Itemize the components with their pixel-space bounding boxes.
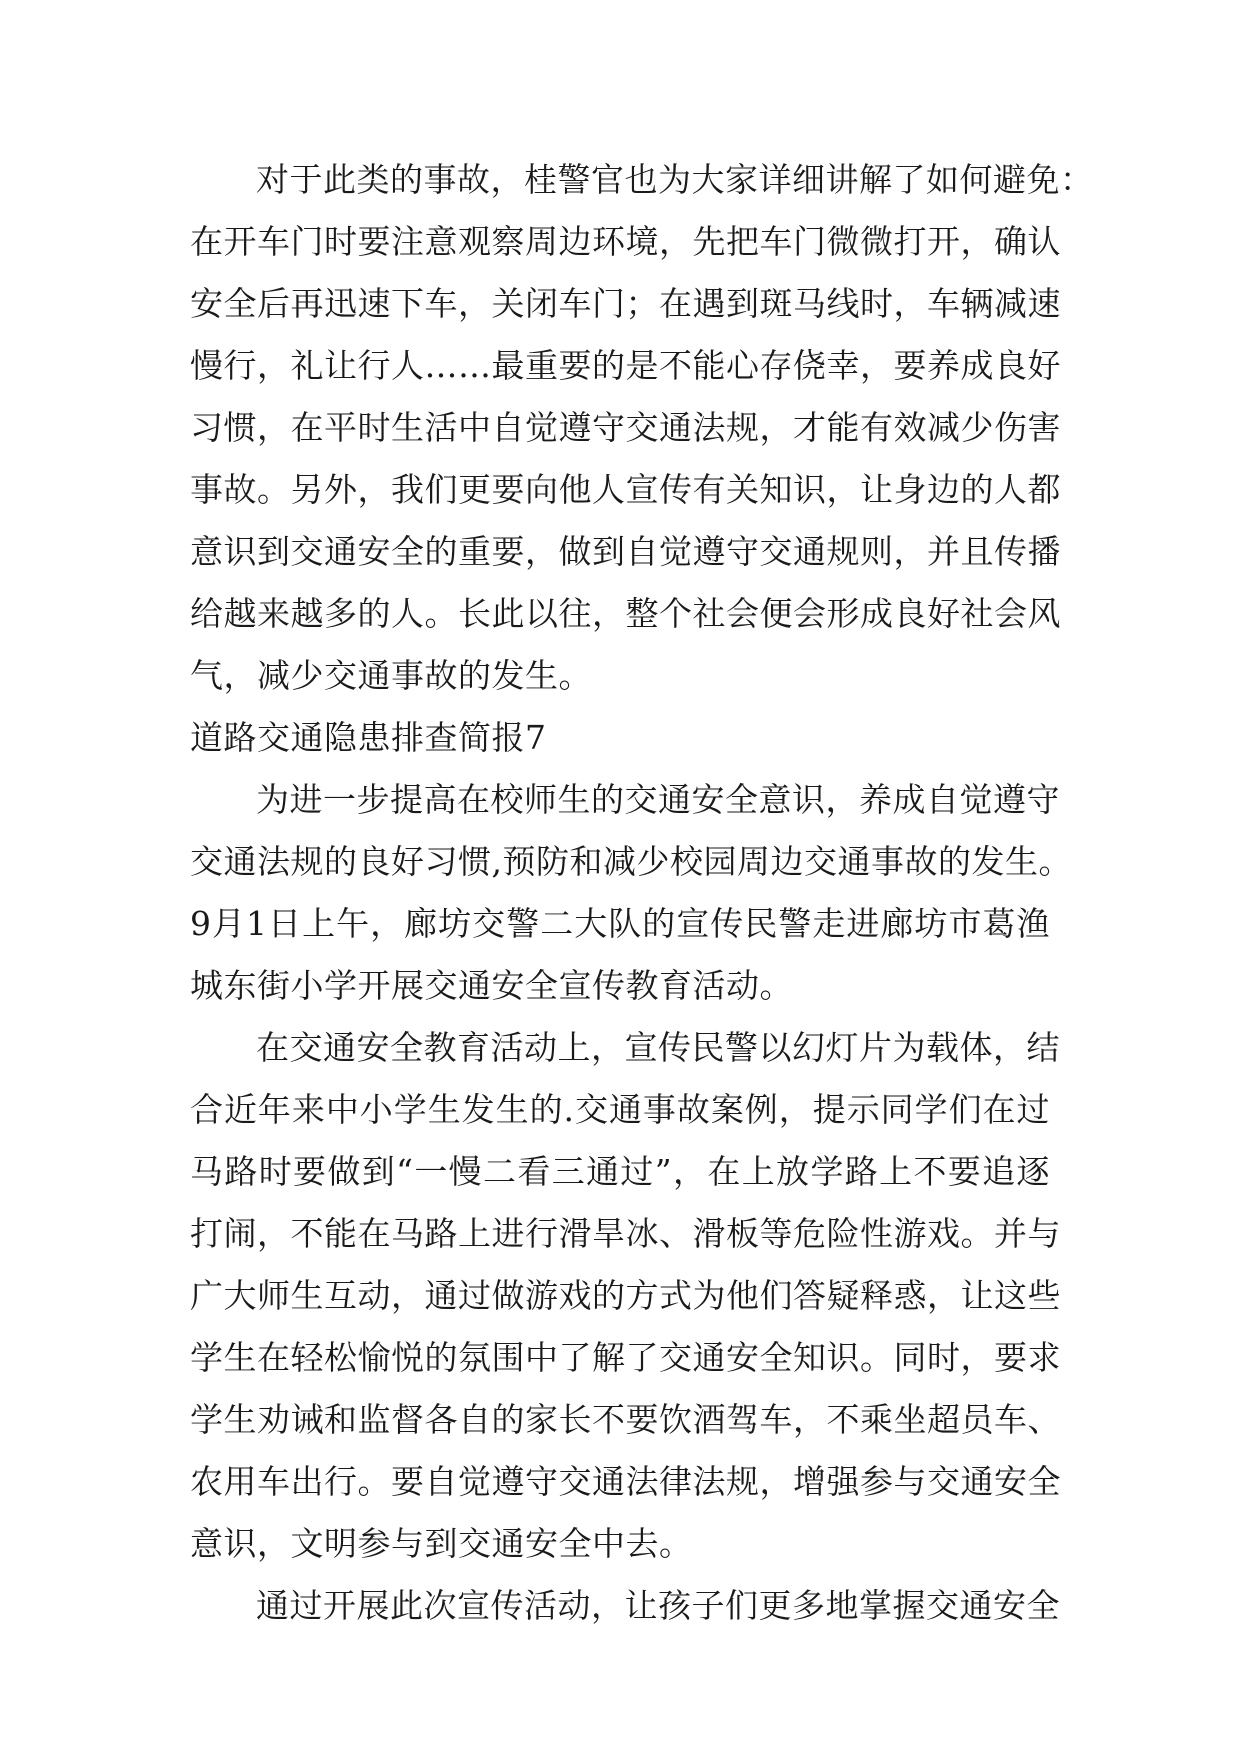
paragraph-1-line-9: 气，减少交通事故的发生。 (190, 656, 592, 695)
paragraph-1-line-5: 习惯，在平时生活中自觉遵守交通法规，才能有效减少伤害 (190, 408, 1061, 447)
paragraph-1-line-2: 在开车门时要注意观察周边环境，先把车门微微打开，确认 (190, 222, 1061, 261)
paragraph-2-line-2: 交通法规的良好习惯,预防和减少校园周边交通事故的发生。 (190, 842, 1072, 881)
paragraph-3-line-8: 农用车出行。要自觉遵守交通法律法规，增强参与交通安全 (190, 1462, 1061, 1501)
paragraph-1-line-1: 对于此类的事故，桂警官也为大家详细讲解了如何避免： (256, 160, 1094, 199)
paragraph-3-line-6: 学生在轻松愉悦的氛围中了解了交通安全知识。同时，要求 (190, 1338, 1061, 1377)
paragraph-3-line-2: 合近年来中小学生发生的.交通事故案例，提示同学们在过 (190, 1090, 1050, 1129)
paragraph-1-line-4: 慢行，礼让行人……最重要的是不能心存侥幸，要养成良好 (190, 346, 1061, 385)
paragraph-1-line-8: 给越来越多的人。长此以往，整个社会便会形成良好社会风 (190, 594, 1061, 633)
paragraph-3-line-4: 打闹，不能在马路上进行滑旱冰、滑板等危险性游戏。并与 (190, 1214, 1061, 1253)
paragraph-1-line-6: 事故。另外，我们更要向他人宣传有关知识，让身边的人都 (190, 470, 1061, 509)
paragraph-4-line-1: 通过开展此次宣传活动，让孩子们更多地掌握交通安全 (256, 1586, 1060, 1625)
paragraph-1-line-7: 意识到交通安全的重要，做到自觉遵守交通规则，并且传播 (190, 532, 1061, 571)
paragraph-2-line-3: 9月1日上午，廊坊交警二大队的宣传民警走进廊坊市葛渔 (190, 904, 1050, 943)
paragraph-3-line-9: 意识，文明参与到交通安全中去。 (190, 1524, 693, 1563)
section-heading: 道路交通隐患排查简报7 (190, 718, 547, 757)
paragraph-2-line-4: 城东街小学开展交通安全宣传教育活动。 (190, 966, 793, 1005)
paragraph-2-line-1: 为进一步提高在校师生的交通安全意识，养成自觉遵守 (256, 780, 1060, 819)
paragraph-3-line-7: 学生劝诫和监督各自的家长不要饮酒驾车，不乘坐超员车、 (190, 1400, 1061, 1439)
paragraph-3-line-1: 在交通安全教育活动上，宣传民警以幻灯片为载体，结 (256, 1028, 1060, 1067)
paragraph-1-line-3: 安全后再迅速下车，关闭车门；在遇到斑马线时，车辆减速 (190, 284, 1061, 323)
paragraph-3-line-5: 广大师生互动，通过做游戏的方式为他们答疑释惑，让这些 (190, 1276, 1061, 1315)
paragraph-3-line-3: 马路时要做到“一慢二看三通过”，在上放学路上不要追逐 (190, 1152, 1050, 1191)
